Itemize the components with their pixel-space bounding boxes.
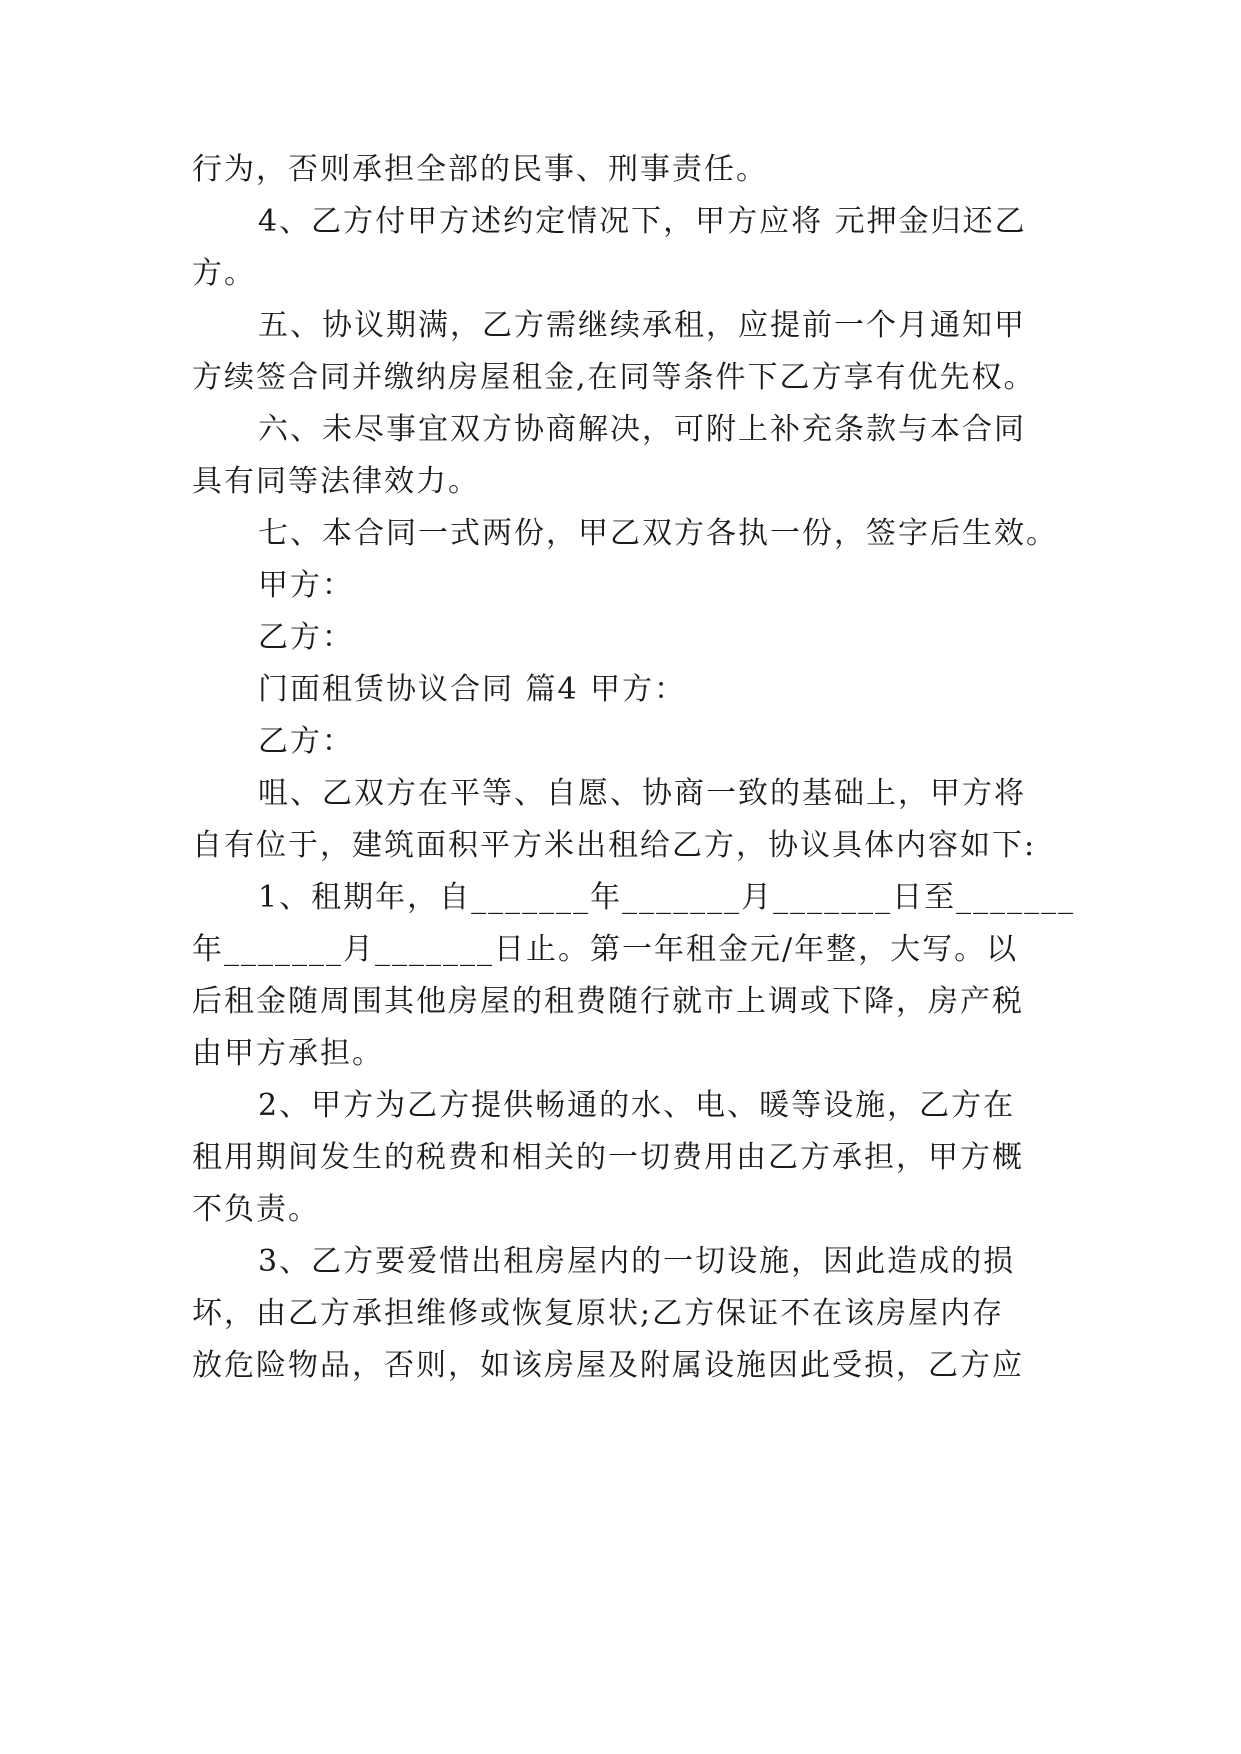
- text-line: 行为，否则承担全部的民事、刑事责任。: [192, 152, 768, 187]
- text-line: 自有位于，建筑面积平方米出租给乙方，协议具体内容如下:: [192, 828, 1037, 863]
- text-line: 五、协议期满，乙方需继续承租，应提前一个月通知甲: [258, 308, 1026, 343]
- text-line: 3、乙方要爱惜出租房屋内的一切设施，因此造成的损: [258, 1244, 1016, 1279]
- text-line: 由甲方承担。: [192, 1036, 384, 1071]
- text-line: 六、未尽事宜双方协商解决，可附上补充条款与本合同: [258, 412, 1026, 447]
- text-line: 方。: [192, 256, 256, 291]
- text-line: 1、租期年，自_______年_______月_______日至_______: [258, 880, 1076, 915]
- text-line: 年_______月_______日止。第一年租金元/年整，大写。以: [192, 932, 1019, 967]
- text-line: 放危险物品，否则，如该房屋及附属设施因此受损，乙方应: [192, 1348, 1024, 1383]
- text-line: 4、乙方付甲方述约定情况下，甲方应将 元押金归还乙: [258, 204, 1027, 239]
- signature-party-a-label: 甲方：: [258, 568, 354, 603]
- text-line: 咀、乙双方在平等、自愿、协商一致的基础上，甲方将: [258, 776, 1026, 811]
- section-heading: 门面租赁协议合同 篇4 甲方：: [258, 672, 687, 707]
- text-line: 租用期间发生的税费和相关的一切费用由乙方承担，甲方概: [192, 1140, 1024, 1175]
- text-line: 不负责。: [192, 1192, 320, 1227]
- party-b-label: 乙方：: [258, 724, 354, 759]
- signature-party-b-label: 乙方：: [258, 620, 354, 655]
- text-line: 坏，由乙方承担维修或恢复原状;乙方保证不在该房屋内存: [192, 1296, 1005, 1331]
- text-line: 后租金随周围其他房屋的租费随行就市上调或下降，房产税: [192, 984, 1024, 1019]
- text-line: 七、本合同一式两份，甲乙双方各执一份，签字后生效。: [258, 516, 1058, 551]
- text-line: 方续签合同并缴纳房屋租金,在同等条件下乙方享有优先权。: [192, 360, 1036, 395]
- text-line: 具有同等法律效力。: [192, 464, 480, 499]
- text-line: 2、甲方为乙方提供畅通的水、电、暖等设施，乙方在: [258, 1088, 1016, 1123]
